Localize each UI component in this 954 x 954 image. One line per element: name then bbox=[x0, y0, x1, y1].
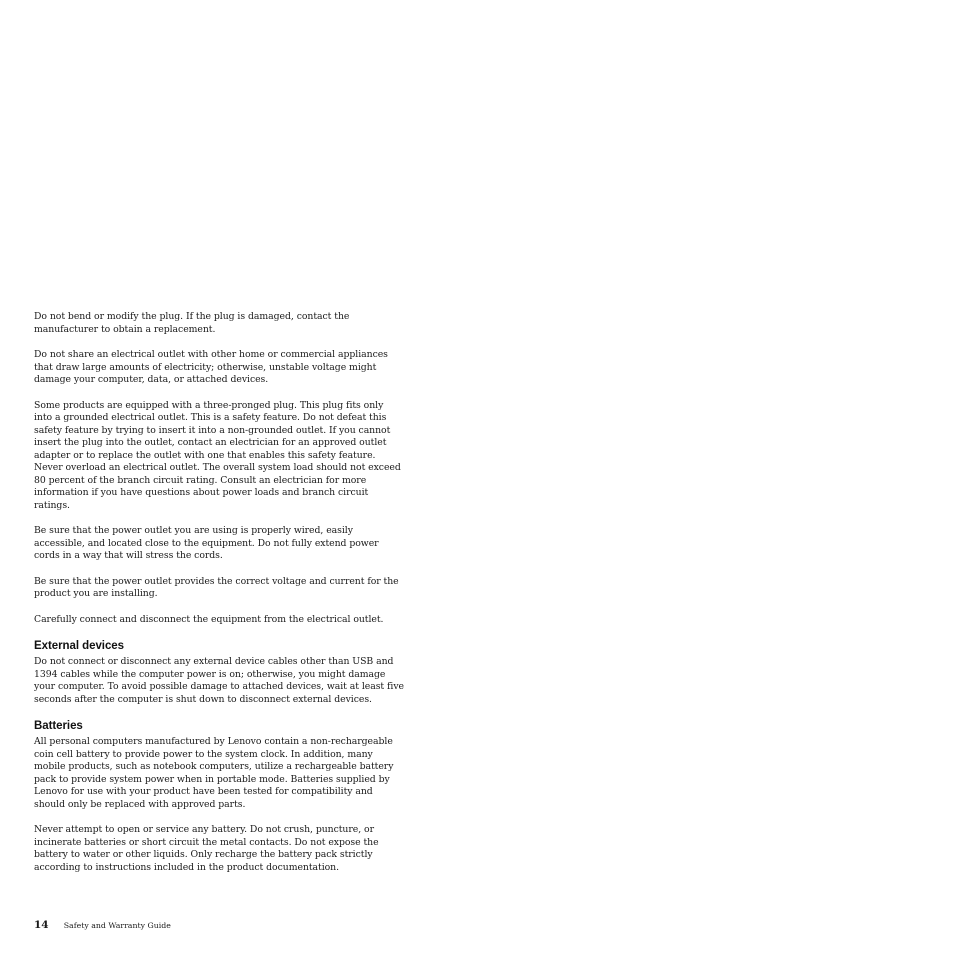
paragraph-connect-disconnect: Carefully connect and disconnect the equipment from the electrical outlet. bbox=[34, 613, 384, 625]
paragraph-batteries-handling: Never attempt to open or service any battery. Do not crush, puncture, or incinerate batteries or short circuit the metal contacts. Do not expose the battery to water or other liquids. Only recharge the battery pack strictly according to instructions included in the product documentation. bbox=[34, 824, 379, 873]
paragraph-batteries-supply: All personal computers manufactured by Lenovo contain a non-rechargeable coin cell battery to provide power to the system clock. In addition, many mobile products, such as notebook computers, utilize a rechargeable battery pack to provide system power when in portable mode. Batteries supplied by Lenovo for use with your product have been tested for compatibility and should only be replaced with approved parts. bbox=[34, 736, 394, 810]
guide-title: Safety and Warranty Guide bbox=[63, 921, 171, 930]
paragraph-outlet-wiring: Be sure that the power outlet you are using is properly wired, easily accessible, and located close to the equipment. Do not fully extend power cords in a way that will stress the cords. bbox=[34, 525, 379, 561]
paragraph-three-pronged-plug: Some products are equipped with a three-pronged plug. This plug fits only into a grounded electrical outlet. This is a safety feature. Do not defeat this safety feature by trying to insert it into a non-grounded outlet. If you cannot insert the plug into the outlet, contact an electrician for an approved outlet adapter or to replace the outlet with one that enables this safety feature. Never overload an electrical outlet. The overall system load should not exceed 80 percent of the branch circuit rating. Consult an electrician for more information if you have questions about power loads and branch circuit ratings. bbox=[34, 399, 401, 511]
page-number: 14 bbox=[34, 919, 49, 931]
page-body bbox=[34, 311, 404, 887]
paragraph-external-devices: Do not connect or disconnect any external device cables other than USB and 1394 cables while the computer power is on; otherwise, you might damage your computer. To avoid possible damage to attached devices, wait at least five seconds after the computer is shut down to disconnect external devices. bbox=[34, 656, 404, 705]
paragraph-plug: Do not bend or modify the plug. If the plug is damaged, contact the manufacturer to obtain a replacement. bbox=[34, 311, 350, 335]
section-heading-external-devices: External devices bbox=[34, 640, 124, 652]
page-footer bbox=[34, 913, 171, 932]
section-heading-batteries: Batteries bbox=[34, 720, 83, 732]
paragraph-outlet-voltage: Be sure that the power outlet provides the correct voltage and current for the product you are installing. bbox=[34, 575, 399, 599]
paragraph-outlet-sharing: Do not share an electrical outlet with other home or commercial appliances that draw large amounts of electricity; otherwise, unstable voltage might damage your computer, data, or attached devices. bbox=[34, 349, 388, 385]
